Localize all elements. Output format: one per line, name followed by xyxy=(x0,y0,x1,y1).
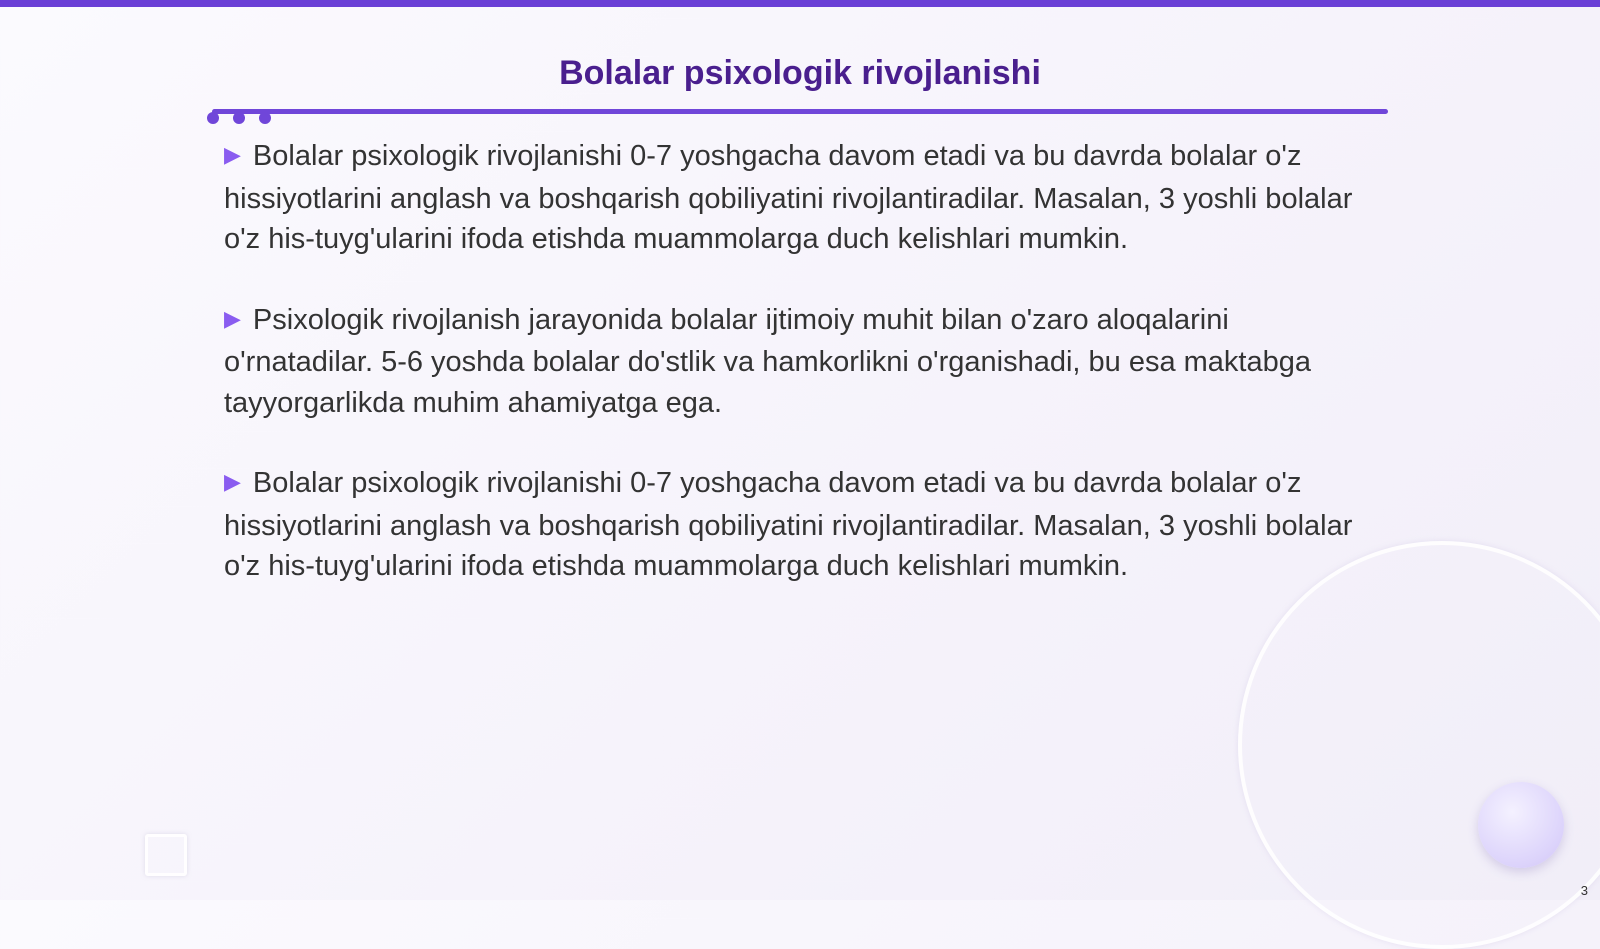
top-accent-bar xyxy=(0,0,1600,7)
paragraph-text: Bolalar psixologik rivojlanishi 0-7 yoshgacha davom etadi va bu davrda bolalar o'z hissiyotlarini anglash va boshqarish qobiliyatini rivojlantiradilar. Masalan, 3 yoshli bolalar o'z his-tuyg'ularini ifoda etishda muammolarga duch kelishlari mumkin. xyxy=(224,467,1353,582)
triangle-right-icon: ▶ xyxy=(224,142,241,167)
decorative-square xyxy=(145,834,187,876)
slide-content xyxy=(224,136,1374,627)
decorative-dot xyxy=(233,112,245,124)
paragraph-text: Bolalar psixologik rivojlanishi 0-7 yoshgacha davom etadi va bu davrda bolalar o'z hissiyotlarini anglash va boshqarish qobiliyatini rivojlantiradilar. Masalan, 3 yoshli bolalar o'z his-tuyg'ularini ifoda etishda muammolarga duch kelishlari mumkin. xyxy=(224,140,1353,255)
decorative-dot xyxy=(259,112,271,124)
title-underline xyxy=(212,109,1388,114)
bullet-paragraph xyxy=(224,463,1374,587)
bullet-paragraph xyxy=(224,300,1374,424)
triangle-right-icon: ▶ xyxy=(224,469,241,494)
bullet-paragraph xyxy=(224,136,1374,260)
paragraph-text: Psixologik rivojlanish jarayonida bolalar ijtimoiy muhit bilan o'zaro aloqalarini o'rnatadilar. 5-6 yoshda bolalar do'stlik va hamkorlikni o'rganishadi, bu esa maktabga tayyorgarlikda muhim ahamiyatga ega. xyxy=(224,303,1312,419)
triangle-right-icon: ▶ xyxy=(224,305,241,331)
decorative-dot xyxy=(207,112,219,124)
slide-title: Bolalar psixologik rivojlanishi xyxy=(559,54,1041,92)
decorative-circle xyxy=(1478,782,1564,868)
page-number: 3 xyxy=(1580,883,1588,898)
